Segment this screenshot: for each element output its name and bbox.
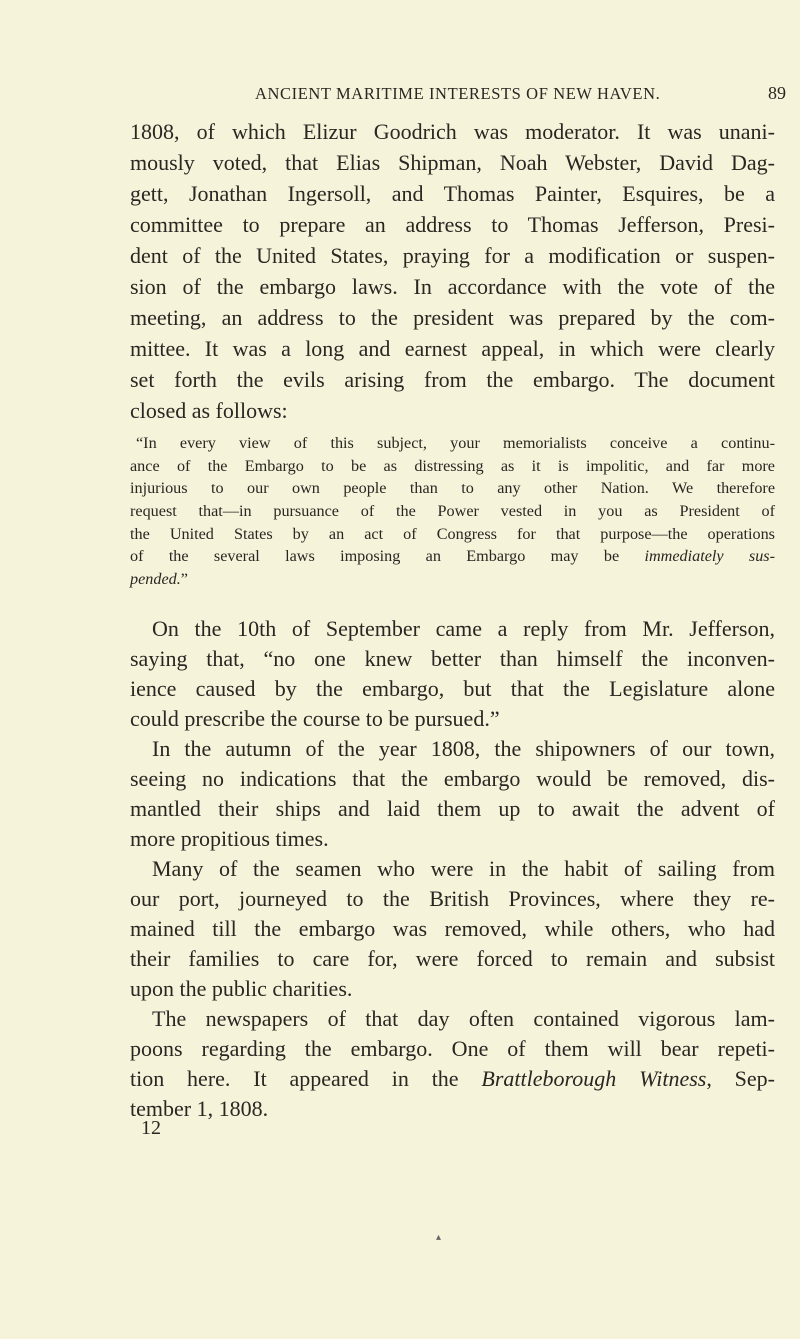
- line-text: seeing no indications that the embargo would be removed, dis-: [130, 766, 775, 791]
- running-title: ANCIENT MARITIME INTERESTS OF NEW HAVEN.: [255, 84, 661, 103]
- line-text: mantled their ships and laid them up to await the advent of: [130, 796, 775, 821]
- line-text: upon the public charities.: [130, 976, 353, 1001]
- line-text: On the 10th of September came a reply from Mr. Jefferson,: [152, 616, 775, 641]
- text-line: [130, 545, 775, 568]
- text-line: [130, 333, 775, 364]
- text-line: [130, 209, 775, 240]
- text-line: [130, 178, 775, 209]
- italic-text: pended.: [130, 570, 181, 589]
- line-text: set forth the evils arising from the embargo. The document: [130, 367, 775, 392]
- text-line: [130, 794, 775, 824]
- text-line: [130, 884, 775, 914]
- text-line: [130, 824, 775, 854]
- signature-mark: 12: [141, 1117, 161, 1139]
- text-line: [130, 704, 775, 734]
- line-text: of the several laws imposing an Embargo may be: [130, 547, 645, 566]
- block-quote: [130, 432, 775, 591]
- text-line: [130, 147, 775, 178]
- line-text: our port, journeyed to the British Provinces, where they re-: [130, 886, 775, 911]
- line-text: The newspapers of that day often contained vigorous lam-: [152, 1006, 775, 1031]
- text-line: [130, 674, 775, 704]
- text-line: [130, 854, 775, 884]
- line-text: tion here. It appeared in the: [130, 1066, 482, 1091]
- line-text: request that—in pursuance of the Power vested in you as President of: [130, 502, 775, 521]
- text-line: [130, 1064, 775, 1094]
- text-line: [130, 240, 775, 271]
- line-text: more propitious times.: [130, 826, 329, 851]
- text-line: [130, 568, 775, 591]
- line-text: their families to care for, were forced to remain and subsist: [130, 946, 775, 971]
- text-line: [130, 500, 775, 523]
- line-text: mously voted, that Elias Shipman, Noah Webster, David Dag-: [130, 150, 775, 175]
- text-line: [130, 523, 775, 546]
- line-text: ance of the Embargo to be as distressing as it is impolitic, and far more: [130, 456, 775, 475]
- text-line: [130, 364, 775, 395]
- text-line: [130, 395, 775, 426]
- text-line: [130, 1004, 775, 1034]
- text-line: [130, 944, 775, 974]
- text-line: [130, 455, 775, 478]
- line-text: , Sep-: [706, 1066, 776, 1091]
- line-text: the United States by an act of Congress for that purpose—the operations: [130, 524, 775, 543]
- line-text: sion of the embargo laws. In accordance with the vote of the: [130, 274, 775, 299]
- line-text: closed as follows:: [130, 398, 288, 423]
- line-text: Many of the seamen who were in the habit of sailing from: [152, 856, 775, 881]
- line-text: mittee. It was a long and earnest appeal, in which were clearly: [130, 336, 775, 361]
- text-line: [130, 764, 775, 794]
- line-text: ”: [180, 570, 188, 589]
- text-line: [130, 116, 775, 147]
- text-line: [130, 302, 775, 333]
- line-text: ience caused by the embargo, but that the Legislature alone: [130, 676, 775, 701]
- line-text: “In every view of this subject, your memorialists conceive a continu-: [136, 434, 775, 452]
- line-text: mained till the embargo was removed, while others, who had: [130, 916, 775, 941]
- text-line: [130, 614, 775, 644]
- line-text: gett, Jonathan Ingersoll, and Thomas Painter, Esquires, be a: [130, 181, 775, 206]
- text-line: [130, 477, 775, 500]
- line-text: meeting, an address to the president was prepared by the com-: [130, 305, 775, 330]
- text-line: [130, 271, 775, 302]
- line-text: injurious to our own people than to any other Nation. We therefore: [130, 479, 775, 498]
- italic-text: immediately sus-: [644, 547, 775, 566]
- line-text: saying that, “no one knew better than himself the inconven-: [130, 646, 775, 671]
- line-text: dent of the United States, praying for a modification or suspen-: [130, 243, 775, 268]
- text-line: [130, 644, 775, 674]
- paragraph-1: [130, 116, 775, 426]
- text-line: [130, 432, 775, 455]
- text-line: [130, 974, 775, 1004]
- line-text: poons regarding the embargo. One of them will bear repeti-: [130, 1036, 775, 1061]
- text-line: [130, 914, 775, 944]
- line-text: tember 1, 1808.: [130, 1096, 269, 1121]
- page-number: 89: [768, 83, 786, 103]
- text-line: [130, 1094, 775, 1124]
- line-text: 1808, of which Elizur Goodrich was moderator. It was unani-: [130, 119, 775, 144]
- text-line: [130, 734, 775, 764]
- paragraph-2: [130, 614, 775, 1124]
- line-text: could prescribe the course to be pursued.”: [130, 706, 500, 731]
- line-text: committee to prepare an address to Thomas Jefferson, Presi-: [130, 212, 775, 237]
- text-line: [130, 1034, 775, 1064]
- scan-speck: ▴: [436, 1232, 442, 1243]
- italic-text: Brattleborough Witness: [481, 1066, 707, 1091]
- line-text: In the autumn of the year 1808, the shipowners of our town,: [152, 736, 775, 761]
